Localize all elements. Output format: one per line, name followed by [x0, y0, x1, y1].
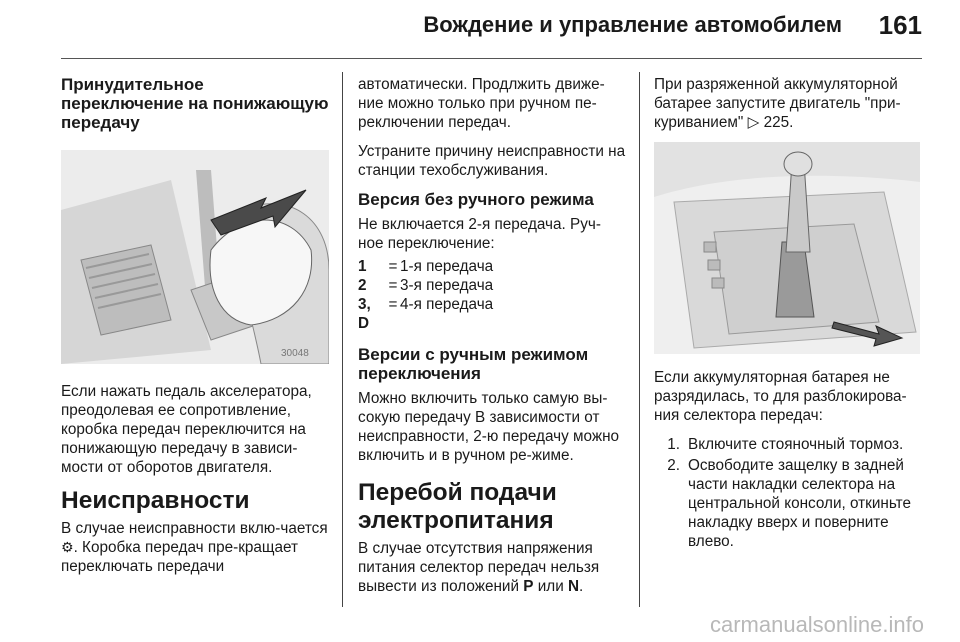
- gear-table: [358, 257, 626, 333]
- no-manual-text: Не включается 2-я передача. Руч-ное переключение:: [358, 216, 601, 252]
- page-reference-icon: ▷: [747, 114, 760, 131]
- page-reference[interactable]: 225.: [763, 114, 794, 131]
- table-row: 1 = 1-я передача: [358, 258, 494, 275]
- header-rule: [61, 58, 922, 59]
- no-manual-heading: Версия без ручного режима: [358, 190, 594, 209]
- power-failure-title: Перебой подачи электропитания: [358, 479, 557, 534]
- figure-id: 30048: [281, 348, 309, 359]
- selector-illustration: [654, 142, 920, 354]
- gearbox-fault-icon: ⚙: [61, 539, 74, 555]
- continue-text: автоматически. Продлжить движе-ние можно только при ручном пе-реключении передач.: [358, 76, 605, 131]
- faults-title: Неисправности: [61, 487, 250, 514]
- kickdown-text: Если нажать педаль акселератора, преодолевая ее сопротивление, коробка передач переключится на понижающую передачу в зависи-мости от оборотов двигателя.: [61, 383, 312, 476]
- unlock-steps: [654, 435, 924, 551]
- jump-start-text: При разряженной аккумуляторной батарее запустите двигатель "при-куриванием" ▷ 225.: [654, 76, 901, 131]
- column-1: [61, 75, 329, 586]
- repair-text: Устраните причину неисправности на станции техобслуживания.: [358, 143, 626, 179]
- list-item: 2. Освободите защелку в задней части накладки селектора на центральной консоли, откиньте накладку вверх и поверните влево.: [667, 457, 911, 550]
- power-failure-text: В случае отсутствия напряжения питания селектор передач нельзя вывести из положений P или N.: [358, 540, 600, 595]
- pedal-illustration: [61, 150, 329, 364]
- list-item: 1. Включите стояночный тормоз.: [667, 436, 904, 453]
- column-2: [358, 75, 626, 606]
- chapter-title: Вождение и управление автомобилем: [423, 12, 842, 37]
- faults-text: В случае неисправности вклю-чается ⚙. Коробка передач пре-кращает переключать передачи: [61, 520, 328, 575]
- column-divider-1: [342, 72, 343, 607]
- column-divider-2: [639, 72, 640, 607]
- selector-illustration-svg: [654, 142, 920, 354]
- manual-text: Можно включить только самую вы-сокую передачу В зависимости от неисправности, 2-ю передачу можно включить и в ручном ре-жиме.: [358, 390, 620, 464]
- manual-heading: Версии с ручным режимом переключения: [358, 345, 589, 383]
- table-row: 3, D = 4-я передача: [358, 296, 494, 332]
- kickdown-heading: Принудительное переключение на понижающую передачу: [61, 75, 329, 132]
- unlock-text: Если аккумуляторная батарея не разрядилась, то для разблокирова-ния селектора передач:: [654, 369, 907, 424]
- column-3: [654, 75, 924, 553]
- page-number: 161: [878, 10, 922, 40]
- table-row: 2 = 3-я передача: [358, 277, 494, 294]
- pedal-illustration-svg: [61, 150, 329, 364]
- watermark: carmanualsonline.info: [709, 612, 924, 637]
